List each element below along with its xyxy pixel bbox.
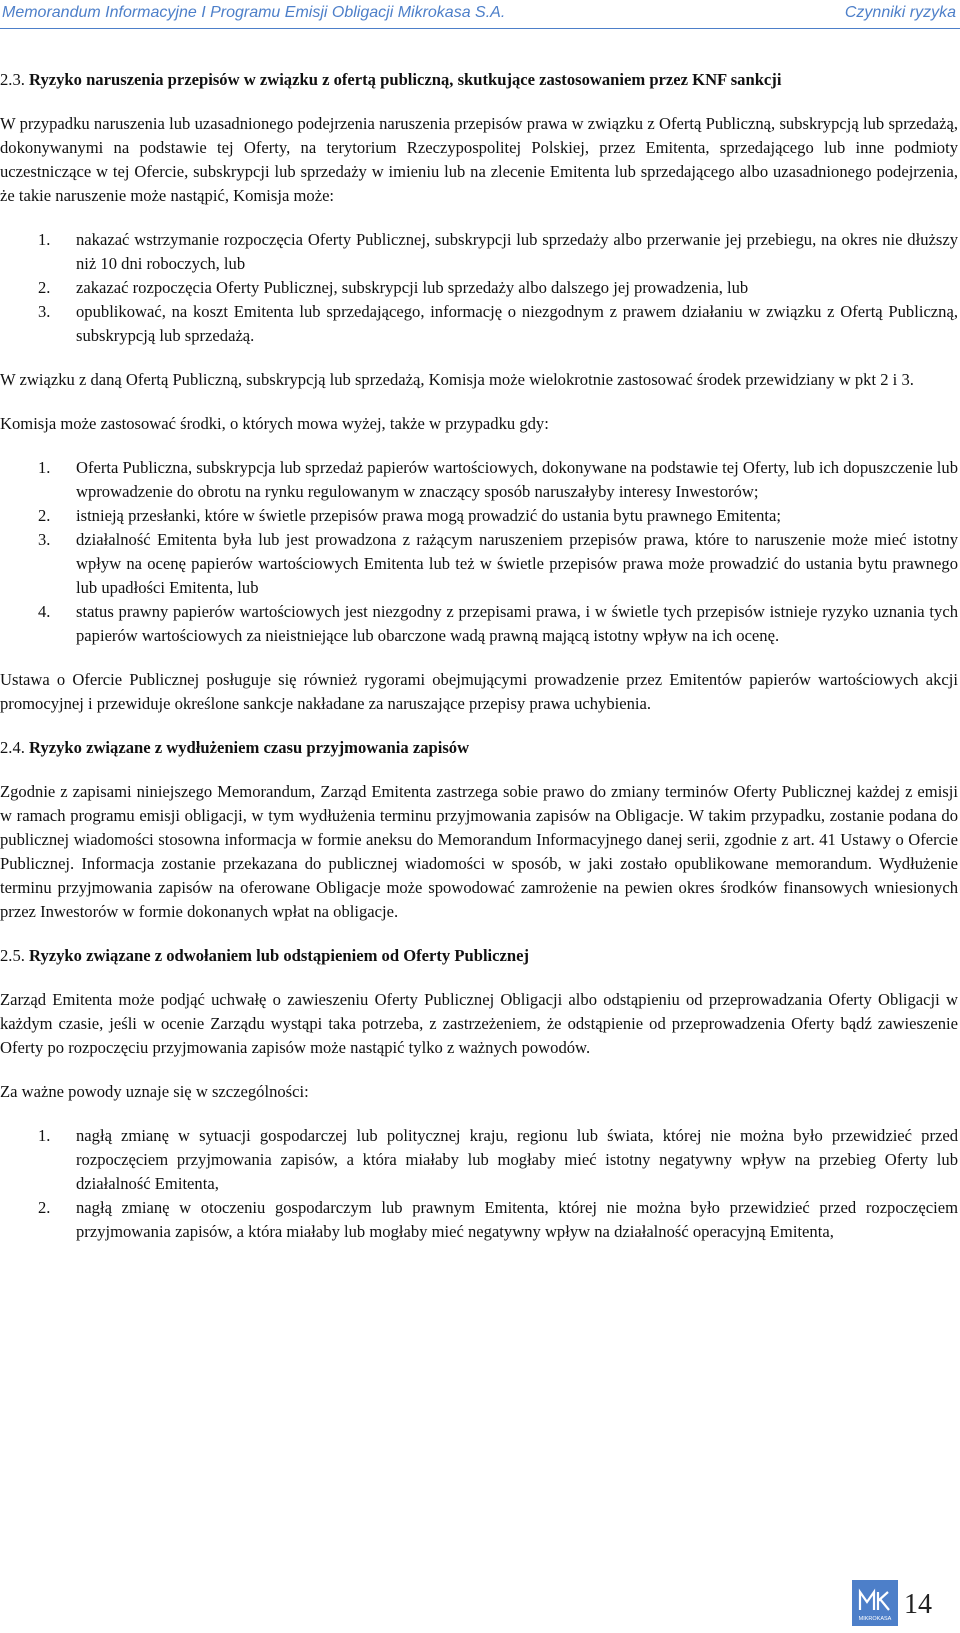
list-number: 2. [38,506,51,525]
list-text: działalność Emitenta była lub jest prowadzona z rażącym naruszeniem przepisów prawa, które to naruszenie może mieć istotny wpływ na ocenę papierów wartościowych Emitenta lub też w świetle przepisów prawa może prowadzić do ustania bytu prawnego lub upadłości Emitenta, lub [76,530,958,597]
paragraph: Za ważne powody uznaje się w szczególności: [0,1082,309,1101]
header-section: Czynniki ryzyka [844,4,956,21]
list-item [0,600,958,648]
list-text: status prawny papierów wartościowych jest niezgodny z przepisami prawa, i w świetle tych przepisów istnieje ryzyko uznania tych papierów wartościowych za nieistniejące lub obarczone wadą prawną mającą istotny wpływ na ich ocenę. [76,602,958,645]
section-number: 2.4. [0,738,25,757]
mk-logo-icon [852,1580,898,1626]
page-content [0,68,958,1264]
section-2-4-heading [0,736,958,760]
list-item [0,504,958,528]
section-2-5-heading [0,944,958,968]
list-item [0,456,958,504]
paragraph: W związku z daną Ofertą Publiczną, subskrypcją lub sprzedażą, Komisja może wielokrotnie zastosować środek przewidziany w pkt 2 i 3. [0,370,914,389]
section-title: Ryzyko naruszenia przepisów w związku z ofertą publiczną, skutkujące zastosowaniem przez KNF sankcji [29,70,782,89]
list-item [0,528,958,600]
list-item [0,228,958,276]
section-2-3-heading [0,68,958,92]
section-title: Ryzyko związane z odwołaniem lub odstąpieniem od Oferty Publicznej [29,946,530,965]
section-number: 2.3. [0,70,25,89]
list-text: nagłą zmianę w sytuacji gospodarczej lub politycznej kraju, regionu lub świata, której nie można było przewidzieć przed rozpoczęciem przyjmowania zapisów, a która miałaby lub mogłaby mieć istotny negatywny wpływ na przebieg Oferty lub działalność Emitenta, [76,1126,958,1193]
list-number: 2. [38,278,51,297]
paragraph: Ustawa o Ofercie Publicznej posługuje się również rygorami obejmującymi prowadzenie przez Emitentów papierów wartościowych akcji promocyjnej i przewiduje określone sankcje nakładane za naruszające przepisy prawa uchybienia. [0,670,958,713]
list-number: 1. [38,1126,51,1145]
list-item [0,1196,958,1244]
list-number: 3. [38,530,51,549]
list-number: 1. [38,458,51,477]
header-title: Memorandum Informacyjne I Programu Emisji Obligacji Mikrokasa S.A. [2,4,506,21]
section-title: Ryzyko związane z wydłużeniem czasu przyjmowania zapisów [29,738,470,757]
list-text: nakazać wstrzymanie rozpoczęcia Oferty Publicznej, subskrypcji lub sprzedaży albo przerwanie jej przebiegu, na okres nie dłuższy niż 10 dni roboczych, lub [76,230,958,273]
page-header [0,0,960,29]
list-item [0,276,958,300]
page-number: 14 [904,1589,932,1620]
numbered-list [0,228,958,348]
list-number: 2. [38,1198,51,1217]
list-text: nagłą zmianę w otoczeniu gospodarczym lub prawnym Emitenta, której nie można było przewidzieć przed rozpoczęciem przyjmowania zapisów, a która miałaby lub mogłaby mieć negatywny wpływ na działalność operacyjną Emitenta, [76,1198,958,1241]
list-text: istnieją przesłanki, które w świetle przepisów prawa mogą prowadzić do ustania bytu prawnego Emitenta; [76,506,782,525]
list-item [0,1124,958,1196]
logo-wordmark: MIKROKASA [858,1616,892,1622]
paragraph: Komisja może zastosować środki, o których mowa wyżej, także w przypadku gdy: [0,414,549,433]
list-item [0,300,958,348]
list-number: 3. [38,302,51,321]
section-number: 2.5. [0,946,25,965]
list-number: 4. [38,602,51,621]
mikrokasa-logo [852,1580,898,1626]
list-text: zakazać rozpoczęcia Oferty Publicznej, subskrypcji lub sprzedaży albo dalszego jej prowadzenia, lub [76,278,749,297]
numbered-list [0,1124,958,1244]
paragraph: W przypadku naruszenia lub uzasadnionego podejrzenia naruszenia przepisów prawa w związku z Ofertą Publiczną, subskrypcją lub sprzedażą, dokonywanymi na podstawie tej Oferty, na terytorium Rzeczypospolitej Polskiej, przez Emitenta, sprzedającego lub inne podmioty uczestniczące w tej Ofercie, subskrypcji lub sprzedaży w imieniu lub na zlecenie Emitenta lub sprzedającego albo uzasadnionego podejrzenia, że takie naruszenie może nastąpić, Komisja może: [0,114,958,205]
paragraph: Zarząd Emitenta może podjąć uchwałę o zawieszeniu Oferty Publicznej Obligacji albo odstąpieniu od przeprowadzania Oferty Obligacji w każdym czasie, jeśli w ocenie Zarządu wystąpi taka potrzeba, z zastrzeżeniem, że odstąpienie od przeprowadzenia Oferty bądź zawieszenie Oferty po rozpoczęciu przyjmowania zapisów może nastąpić tylko z ważnych powodów. [0,990,958,1057]
paragraph: Zgodnie z zapisami niniejszego Memorandum, Zarząd Emitenta zastrzega sobie prawo do zmiany terminów Oferty Publicznej każdej z emisji w ramach programu emisji obligacji, w tym wydłużenia terminu przyjmowania zapisów na Obligacje. W takim przypadku, zostanie podana do publicznej wiadomości stosowna informacja w formie aneksu do Memorandum Informacyjnego danej serii, zgodnie z art. 41 Ustawy o Ofercie Publicznej. Informacja zostanie przekazana do publicznej wiadomości w sposób, w jaki zostało opublikowane memorandum. Wydłużenie terminu przyjmowania zapisów na oferowane Obligacje może spowodować zamrożenie na pewien okres środków finansowych wniesionych przez Inwestorów w formie dokonanych wpłat na obligacje. [0,782,958,921]
list-text: opublikować, na koszt Emitenta lub sprzedającego, informację o niezgodnym z prawem działaniu w związku z Ofertą Publiczną, subskrypcją lub sprzedażą. [76,302,958,345]
list-number: 1. [38,230,51,249]
numbered-list [0,456,958,648]
list-text: Oferta Publiczna, subskrypcja lub sprzedaż papierów wartościowych, dokonywane na podstawie tej Oferty, lub ich dopuszczenie lub wprowadzenie do obrotu na rynku regulowanym w znaczący sposób naruszałyby interesy Inwestorów; [76,458,958,501]
